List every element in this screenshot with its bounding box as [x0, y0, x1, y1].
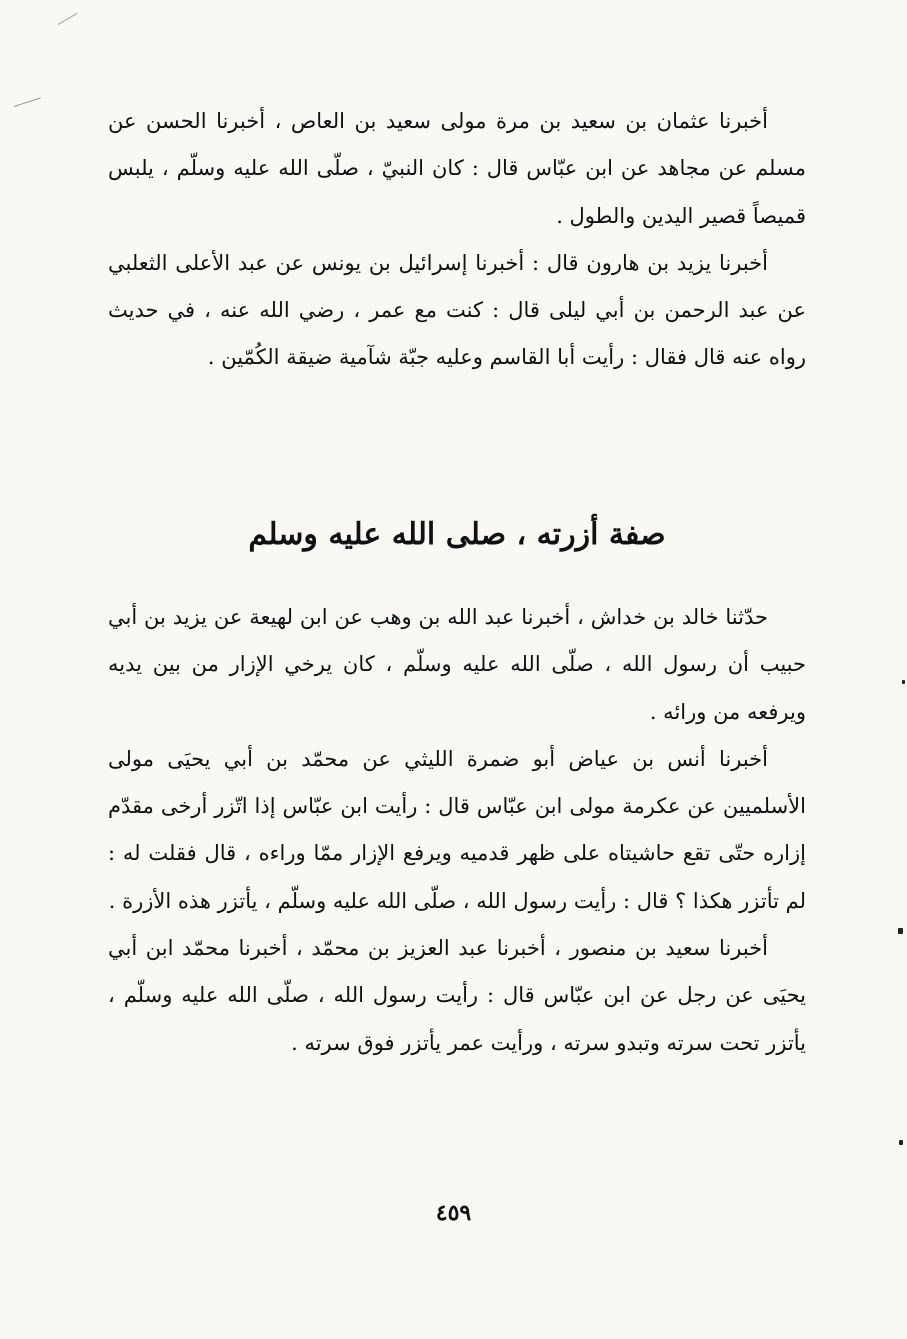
paragraph: أخبرنا أنس بن عياض أبو ضمرة الليثي عن محمّد بن أبي يحيَى مولى الأسلميين عن عكرمة مولى ابن عبّاس قال : رأيت ابن عبّاس إذا اتّزر أرخى مقدّم إزاره حتّى تقع حاشيتاه على ظهر قدميه ويرفع الإزار ممّا وراءه ، قال فقلت له : لم تأتزر هكذا ؟ قال : رأيت رسول الله ، صلّى الله عليه وسلّم ، يأتزر هذه الأزرة .: [108, 746, 806, 913]
paragraph: أخبرنا عثمان بن سعيد بن مرة مولى سعيد بن العاص ، أخبرنا الحسن عن مسلم عن مجاهد عن ابن عبّاس قال : كان النبيّ ، صلّى الله عليه وسلّم ، يلبس قميصاً قصير اليدين والطول .: [108, 109, 806, 228]
paragraph: حدّثنا خالد بن خداش ، أخبرنا عبد الله بن وهب عن ابن لهيعة عن يزيد بن أبي حبيب أن رسول الله ، صلّى الله عليه وسلّم ، كان يرخي الإزار من بين يديه ويرفعه من ورائه .: [108, 605, 806, 724]
text-section-1: [108, 98, 806, 382]
page-number: ٤٥٩: [435, 1200, 472, 1226]
paragraph: أخبرنا يزيد بن هارون قال : أخبرنا إسرائيل بن يونس عن عبد الأعلى الثعلبي عن عبد الرحمن بن أبي ليلى قال : كنت مع عمر ، رضي الله عنه ، في حديث رواه عنه قال فقال : رأيت أبا القاسم وعليه جبّة شآمية ضيقة الكُمّين .: [108, 250, 806, 370]
paragraph: أخبرنا سعيد بن منصور ، أخبرنا عبد العزيز بن محمّد ، أخبرنا محمّد ابن أبي يحيَى عن رجل عن ابن عبّاس قال : رأيت رسول الله ، صلّى الله عليه وسلّم ، يأتزر تحت سرته وتبدو سرته ، ورأيت عمر يأتزر فوق سرته .: [108, 936, 806, 1055]
scan-speck: [899, 1140, 903, 1145]
scan-speck: [902, 680, 905, 684]
scan-speck: [898, 928, 903, 934]
section-heading: صفة أزرته ، صلى الله عليه وسلم: [248, 517, 666, 552]
text-section-2: [108, 594, 806, 1067]
scan-scratch: [58, 13, 78, 25]
scan-scratch: [14, 97, 41, 107]
